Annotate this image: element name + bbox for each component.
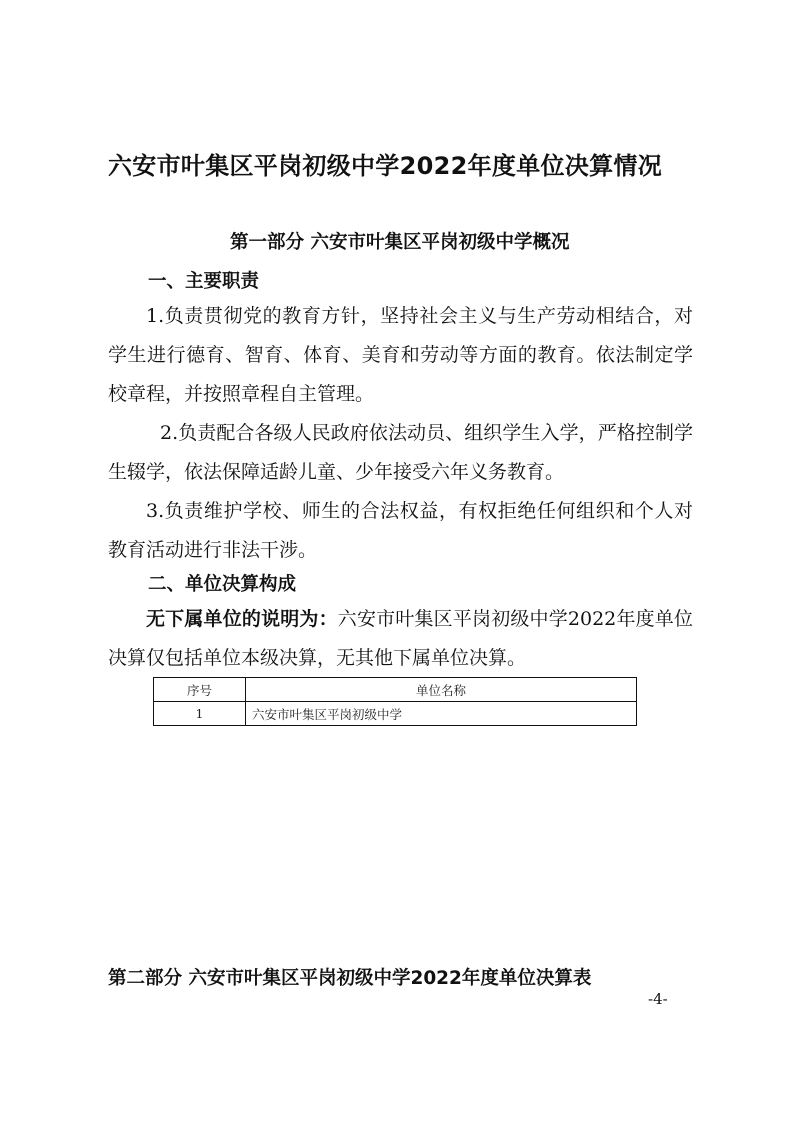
table-header-unit-name: 单位名称	[246, 678, 637, 702]
table-cell-unit-name: 六安市叶集区平岗初级中学	[246, 702, 637, 726]
table-cell-index: 1	[154, 702, 246, 726]
table-header-index: 序号	[154, 678, 246, 702]
section1-heading: 一、主要职责	[148, 271, 260, 292]
table-header-row	[154, 678, 637, 702]
duty-paragraph-2: 2.负责配合各级人民政府依法动员、组织学生入学，严格控制学生辍学，依法保障适龄儿童、少年接受六年义务教育。	[108, 422, 693, 483]
duty-paragraph-1: 1.负责贯彻党的教育方针，坚持社会主义与生产劳动相结合，对学生进行德育、智育、体育、美育和劳动等方面的教育。依法制定学校章程，并按照章程自主管理。	[108, 305, 693, 405]
note-paragraph	[108, 600, 693, 678]
section2-heading: 二、单位决算构成	[148, 574, 297, 595]
document-title: 六安市叶集区平岗初级中学2022年度单位决算情况	[108, 152, 662, 180]
part2-title: 第二部分 六安市叶集区平岗初级中学2022年度单位决算表	[108, 968, 592, 989]
duty-paragraph-3: 3.负责维护学校、师生的合法权益，有权拒绝任何组织和个人对教育活动进行非法干涉。	[108, 500, 693, 561]
note-lead: 无下属单位的说明为：	[146, 608, 338, 630]
unit-table	[153, 677, 637, 726]
note-text: 六安市叶集区平岗初级中学2022年度单位决算仅包括单位本级决算，无其他下属单位决算。	[108, 608, 693, 669]
page-number: -4-	[648, 990, 668, 1008]
table-row	[154, 702, 637, 726]
part1-title: 第一部分 六安市叶集区平岗初级中学概况	[230, 232, 570, 253]
